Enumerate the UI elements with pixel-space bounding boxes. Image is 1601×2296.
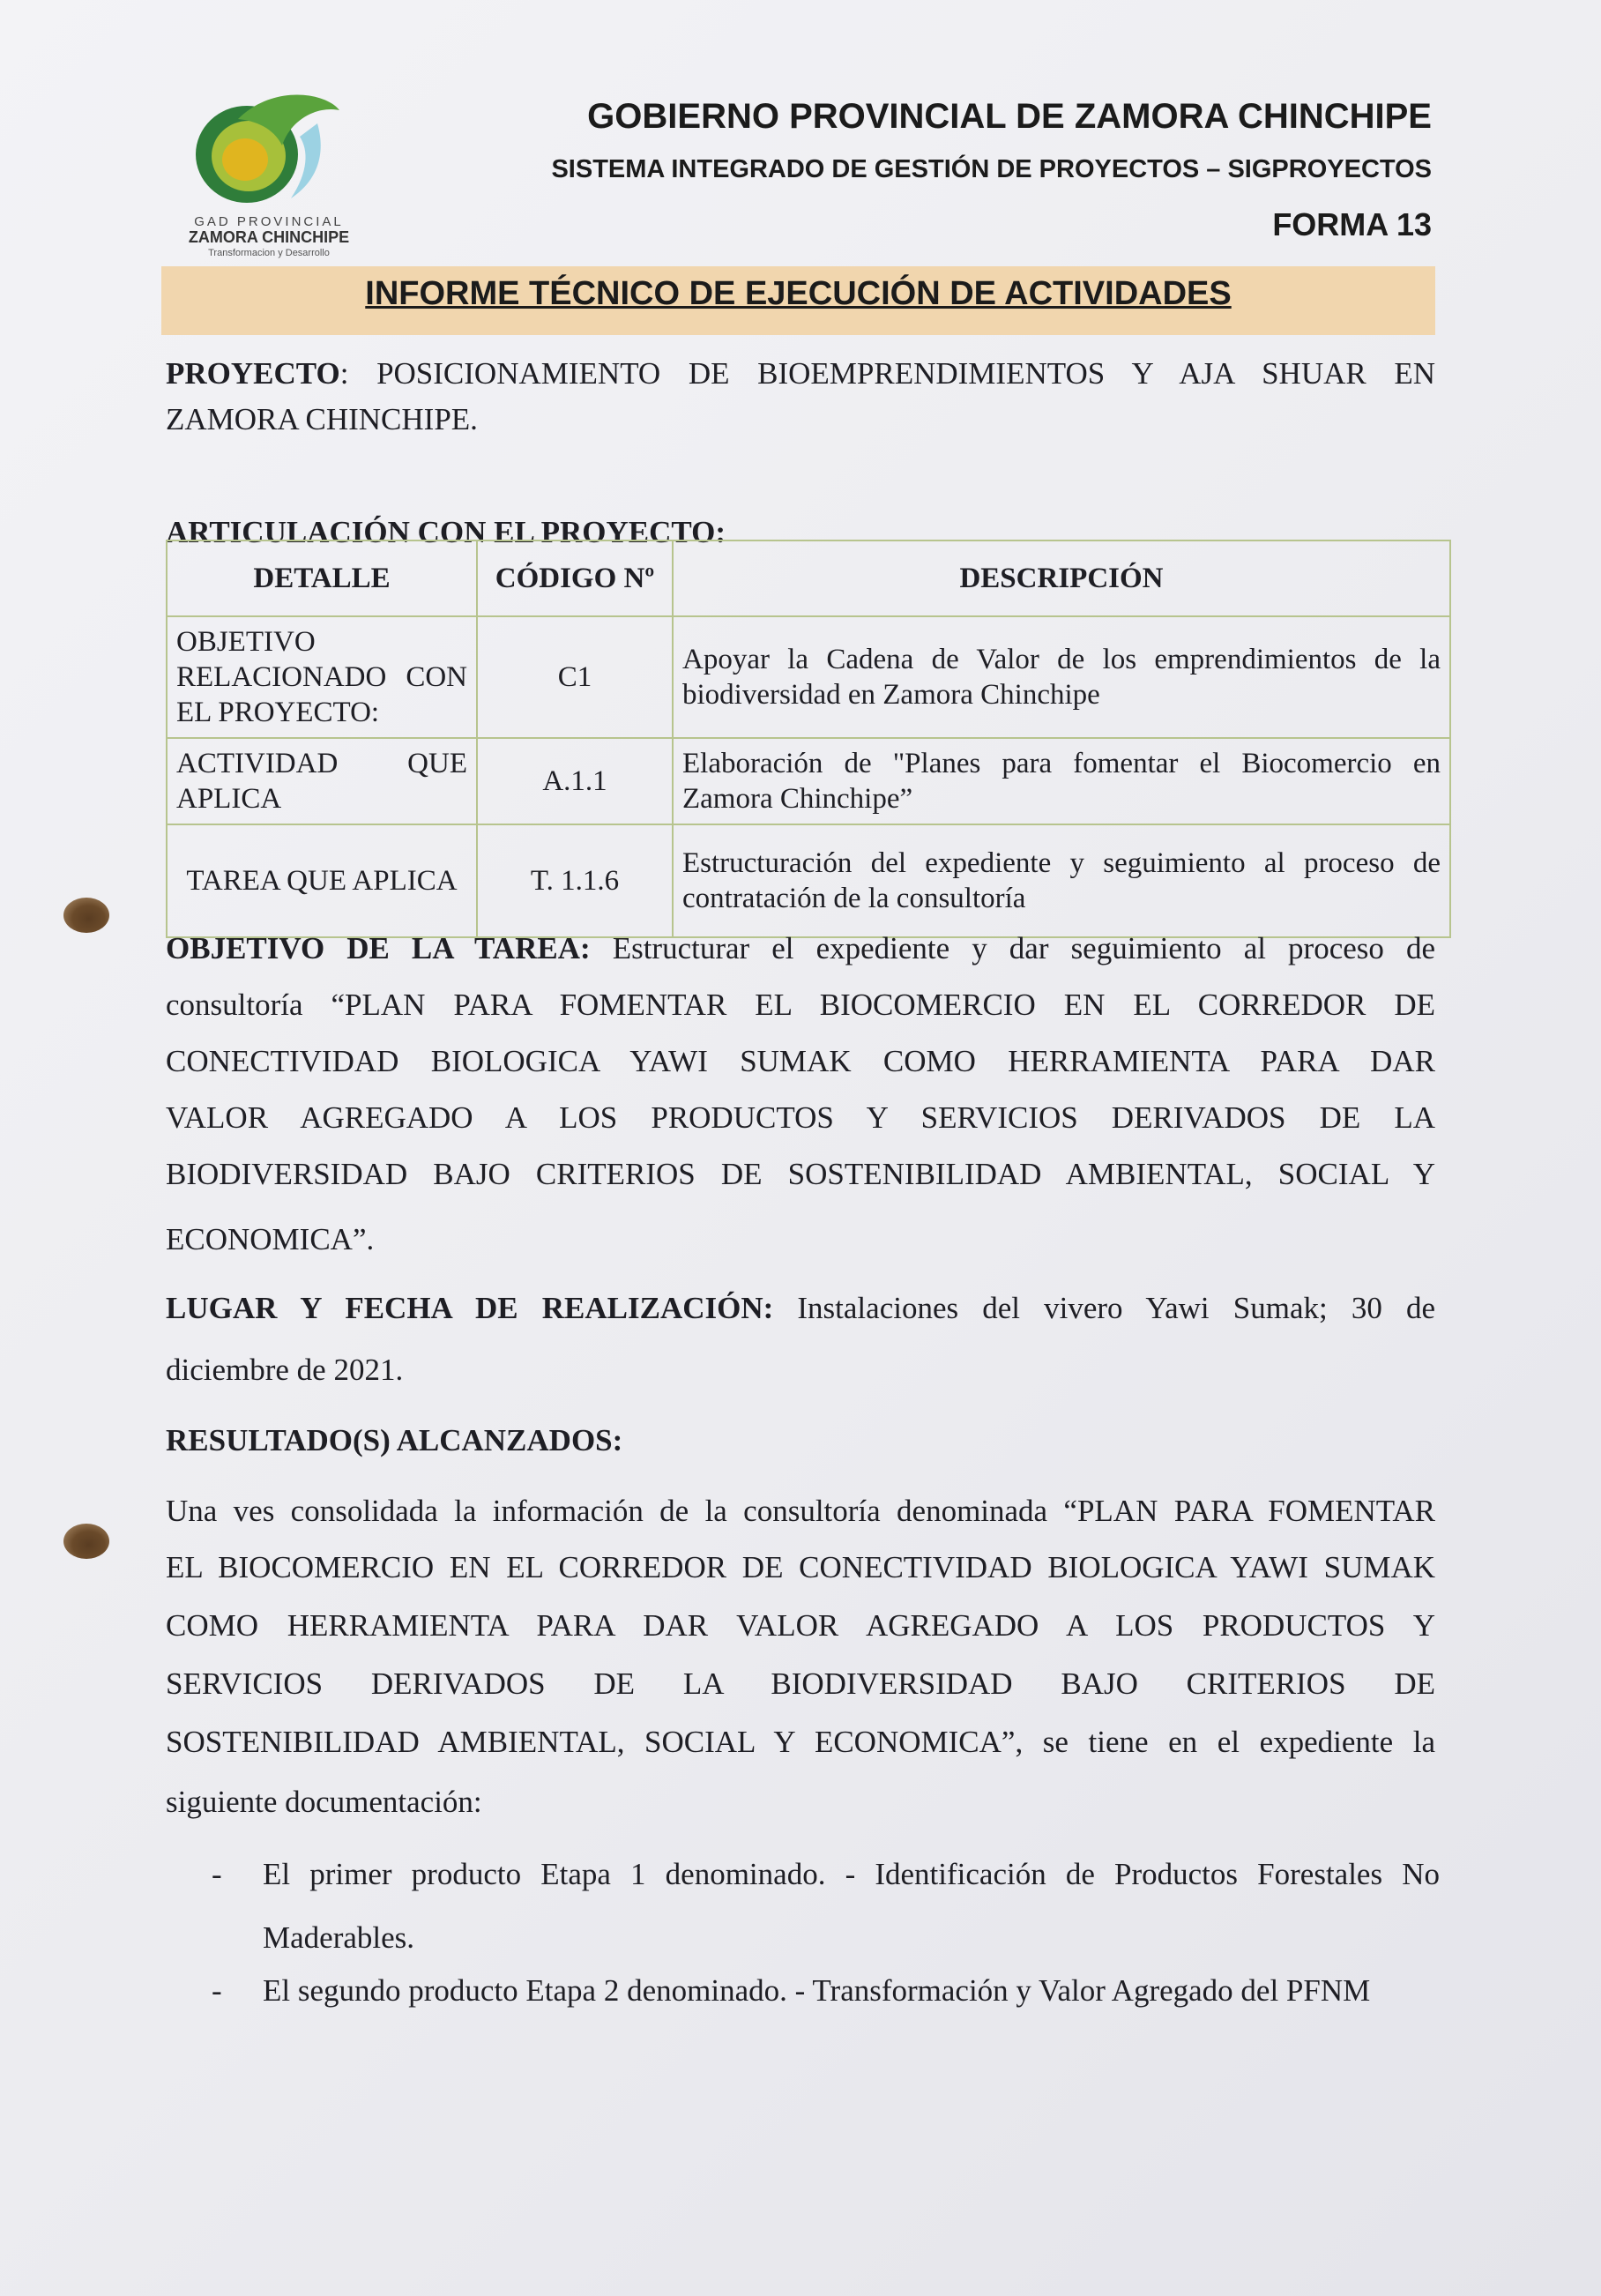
punch-hole	[63, 1524, 109, 1559]
resultados-line: SOSTENIBILIDAD AMBIENTAL, SOCIAL Y ECONOMICA”, se tiene en el expediente la	[166, 1725, 1435, 1759]
table-row	[167, 616, 1450, 738]
logo-text-zamora: ZAMORA CHINCHIPE	[188, 228, 350, 246]
objetivo-line: consultoría “PLAN PARA FOMENTAR EL BIOCOMERCIO EN EL CORREDOR DE	[166, 988, 1435, 1022]
descripcion-line: Elaboración de "Planes para fomentar el Biocomercio en	[682, 748, 1441, 779]
lugar-line-1	[166, 1286, 1435, 1331]
descripcion-line: Zamora Chinchipe”	[682, 783, 913, 815]
logo-tagline: Transformacion y Desarrollo	[208, 248, 330, 258]
report-title: INFORME TÉCNICO DE EJECUCIÓN DE ACTIVIDADES	[365, 275, 1232, 312]
list-item-line: El primer producto Etapa 1 denominado. - Identificación de Productos Forestales No	[263, 1857, 1440, 1891]
bullet-marker: -	[212, 1857, 222, 1891]
detalle-line: OBJETIVO	[176, 626, 316, 658]
bullet-marker: -	[212, 1973, 222, 2008]
resultados-line: SERVICIOS DERIVADOS DE LA BIODIVERSIDAD BAJO CRITERIOS DE	[166, 1666, 1435, 1701]
descripcion-line: biodiversidad en Zamora Chinchipe	[682, 679, 1100, 711]
proyecto-value: : POSICIONAMIENTO DE BIOEMPRENDIMIENTOS Y AJA SHUAR EN	[339, 356, 1435, 391]
objetivo-line: BIODIVERSIDAD BAJO CRITERIOS DE SOSTENIBILIDAD AMBIENTAL, SOCIAL Y	[166, 1157, 1435, 1191]
table-row	[167, 824, 1450, 937]
gad-logo	[168, 84, 370, 269]
form-number: FORMA 13	[1272, 206, 1432, 242]
cell-detalle	[167, 824, 477, 937]
proyecto-label: PROYECTO	[166, 356, 340, 391]
cell-detalle	[167, 616, 477, 738]
cell-descripcion	[673, 616, 1450, 738]
list-item-line: El segundo producto Etapa 2 denominado. - Transformación y Valor Agregado del PFNM	[263, 1973, 1371, 2008]
logo-text-gad: GAD PROVINCIAL	[194, 214, 344, 229]
detalle-line: TAREA QUE APLICA	[186, 864, 458, 897]
resultados-line: Una ves consolidada la información de la consultoría denominada “PLAN PARA FOMENTAR	[166, 1494, 1435, 1528]
proyecto-line-1	[166, 351, 1435, 397]
cell-descripcion	[673, 738, 1450, 824]
cell-codigo: C1	[477, 616, 673, 738]
lugar-label: LUGAR Y FECHA DE REALIZACIÓN:	[166, 1291, 774, 1325]
articulacion-heading: ARTICULACIÓN CON EL PROYECTO:	[166, 515, 726, 549]
cell-descripcion	[673, 824, 1450, 937]
cell-detalle	[167, 738, 477, 824]
descripcion-line: contratación de la consultoría	[682, 883, 1026, 914]
objetivo-line: ECONOMICA”.	[166, 1222, 375, 1256]
col-detalle: DETALLE	[167, 540, 477, 616]
table-row	[167, 738, 1450, 824]
objetivo-text: Estructurar el expediente y dar seguimiento al proceso de	[590, 931, 1435, 965]
resultados-line: COMO HERRAMIENTA PARA DAR VALOR AGREGADO A LOS PRODUCTOS Y	[166, 1608, 1435, 1643]
detalle-line: RELACIONADO CON	[176, 661, 467, 693]
descripcion-line: Apoyar la Cadena de Valor de los emprendimientos de la	[682, 644, 1441, 675]
resultados-line: siguiente documentación:	[166, 1785, 482, 1819]
punch-hole	[63, 898, 109, 933]
cell-codigo: T. 1.1.6	[477, 824, 673, 937]
lugar-line-2: diciembre de 2021.	[166, 1353, 404, 1387]
list-item-line: Maderables.	[263, 1920, 415, 1955]
lugar-text: Instalaciones del vivero Yawi Sumak; 30 de	[773, 1291, 1435, 1325]
objetivo-line: CONECTIVIDAD BIOLOGICA YAWI SUMAK COMO HERRAMIENTA PARA DAR	[166, 1044, 1435, 1078]
resultados-line: EL BIOCOMERCIO EN EL CORREDOR DE CONECTIVIDAD BIOLOGICA YAWI SUMAK	[166, 1550, 1435, 1584]
proyecto-line-2: ZAMORA CHINCHIPE.	[166, 402, 478, 436]
table-header-row	[167, 540, 1450, 616]
system-title: SISTEMA INTEGRADO DE GESTIÓN DE PROYECTOS – SIGPROYECTOS	[551, 155, 1432, 183]
cell-codigo: A.1.1	[477, 738, 673, 824]
objetivo-label: OBJETIVO DE LA TAREA:	[166, 931, 591, 965]
detalle-line: APLICA	[176, 783, 282, 815]
objetivo-line-1	[166, 926, 1435, 972]
detalle-line: ACTIVIDAD QUE	[176, 748, 467, 779]
government-title: GOBIERNO PROVINCIAL DE ZAMORA CHINCHIPE	[587, 97, 1432, 136]
list-item	[263, 1843, 1440, 1970]
descripcion-line: Estructuración del expediente y seguimiento al proceso de	[682, 847, 1441, 879]
detalle-line: EL PROYECTO:	[176, 697, 380, 728]
leaf-logo-icon	[185, 84, 353, 216]
col-codigo: CÓDIGO Nº	[477, 540, 673, 616]
list-item	[263, 1959, 1440, 2023]
report-title-band	[161, 266, 1435, 335]
resultados-heading: RESULTADO(S) ALCANZADOS:	[166, 1423, 623, 1457]
col-descripcion: DESCRIPCIÓN	[673, 540, 1450, 616]
articulacion-table	[166, 540, 1451, 938]
objetivo-line: VALOR AGREGADO A LOS PRODUCTOS Y SERVICIOS DERIVADOS DE LA	[166, 1100, 1435, 1135]
